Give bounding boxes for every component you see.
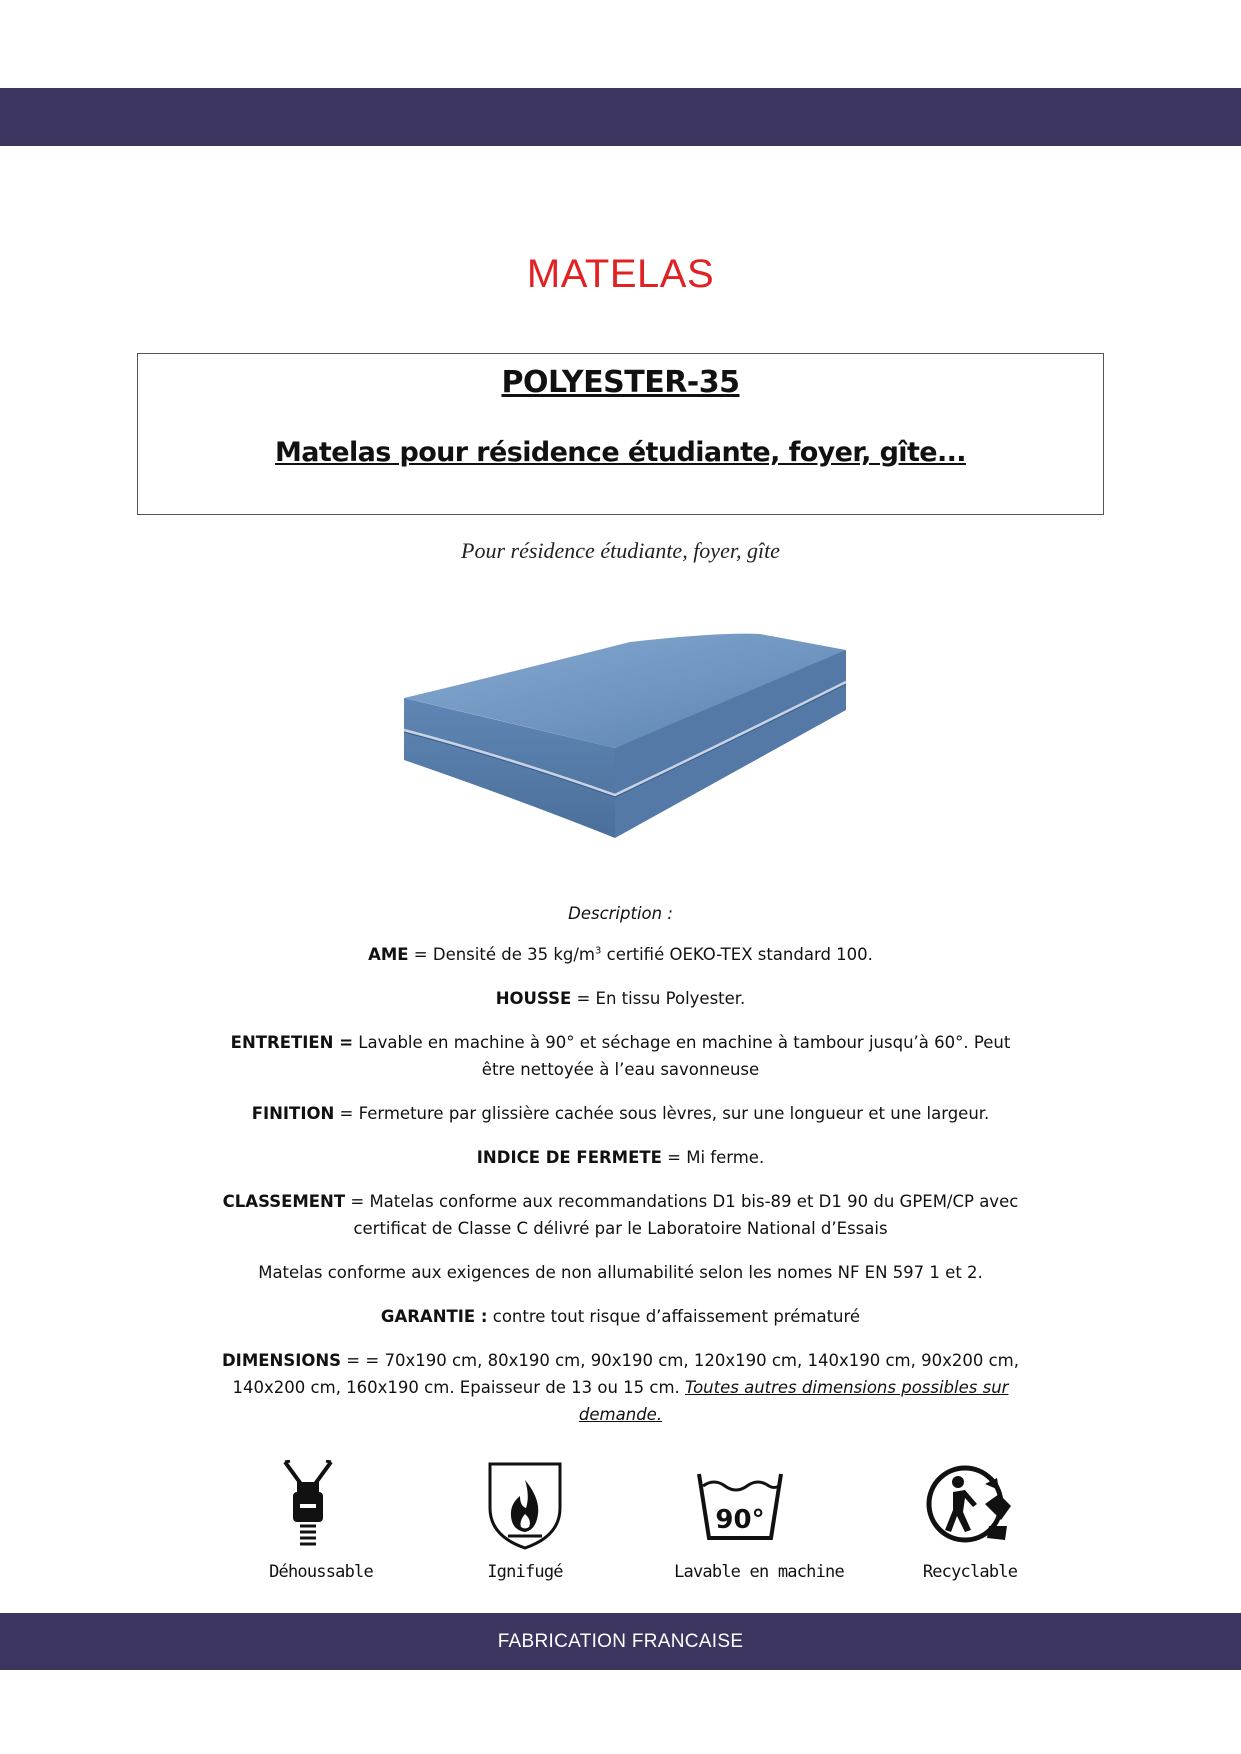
spec-dimensions: DIMENSIONS = = 70x190 cm, 80x190 cm, 90x190 cm, 120x190 cm, 140x190 cm, 90x200 cm, 140x200 cm, 160x190 cm. Epaisseur de 13 ou 15 cm. Toutes autres dimensions possibles sur demande. — [221, 1351, 1019, 1424]
wash-90-icon — [695, 1460, 785, 1550]
dimensions-note: Toutes autres dimensions possibles sur demande. — [578, 1378, 1009, 1424]
footer-band — [0, 1613, 1241, 1670]
product-heading-box — [137, 353, 1104, 515]
flame-shield-icon — [480, 1460, 570, 1550]
header-band — [0, 88, 1241, 146]
spec-finition: FINITION = Fermeture par glissière cachée sous lèvres, sur une longueur et une largeur. — [251, 1104, 990, 1123]
spec-fermete: INDICE DE FERMETE = Mi ferme. — [476, 1148, 765, 1167]
description-section — [215, 900, 1026, 1445]
product-subtitle: Matelas pour résidence étudiante, foyer, gîte... — [275, 437, 966, 468]
feature-label-lavable: Lavable en machine — [674, 1562, 844, 1582]
page-title: MATELAS — [526, 252, 715, 296]
spec-housse: HOUSSE = En tissu Polyester. — [495, 989, 746, 1008]
svg-text:90°: 90° — [715, 1505, 765, 1535]
feature-label-ignifuge: Ignifugé — [487, 1562, 563, 1582]
feature-label-dehoussable: Déhoussable — [269, 1562, 373, 1582]
recycle-person-icon — [925, 1460, 1015, 1550]
spec-allumabilite: Matelas conforme aux exigences de non allumabilité selon les nomes NF EN 597 1 et 2. — [258, 1263, 983, 1282]
zipper-icon — [263, 1460, 353, 1550]
mattress-image — [400, 630, 850, 840]
spec-ame: AME = Densité de 35 $kg/m^3$ certifié OEKO-TEX standard 100. — [368, 945, 873, 964]
spec-classement: CLASSEMENT = Matelas conforme aux recommandations D1 bis-89 et D1 90 du GPEM/CP avec certificat de Classe C délivré par le Laboratoire National d’Essais — [222, 1192, 1019, 1238]
spec-garantie: GARANTIE : contre tout risque d’affaissement prématuré — [380, 1307, 861, 1326]
feature-label-recyclable: Recyclable — [922, 1562, 1018, 1582]
footer-text: FABRICATION FRANCAISE — [497, 1630, 744, 1652]
product-model: POLYESTER-35 — [501, 365, 740, 400]
product-tagline: Pour résidence étudiante, foyer, gîte — [461, 538, 780, 563]
description-label: Description : — [568, 904, 673, 923]
spec-entretien: ENTRETIEN = Lavable en machine à 90° et séchage en machine à tambour jusqu’à 60°. Peut être nettoyée à l’eau savonneuse — [230, 1033, 1011, 1079]
